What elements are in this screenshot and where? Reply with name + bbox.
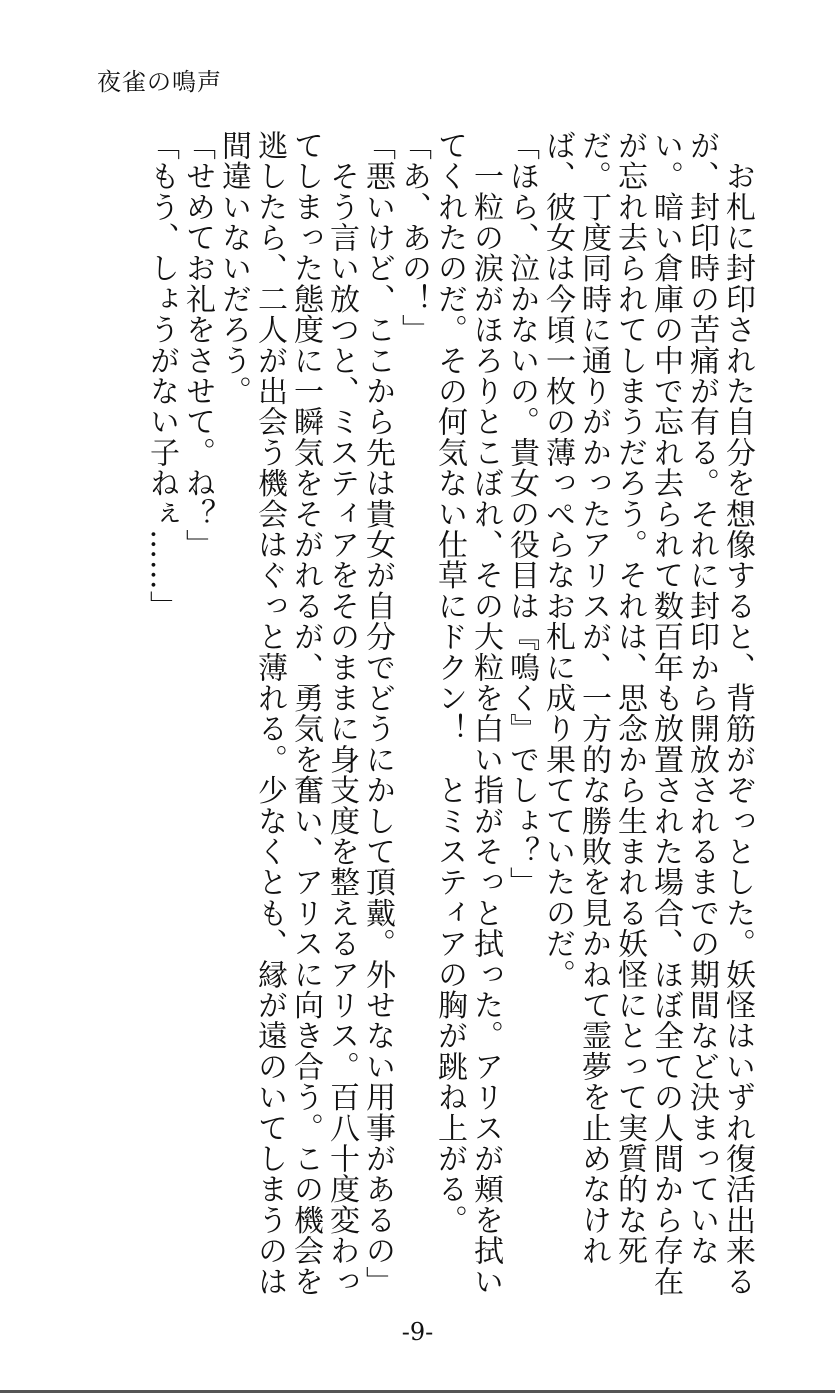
page-number: -9-	[401, 1318, 434, 1346]
paragraph-4: 「あ、あの！」	[396, 130, 431, 345]
running-head: 夜雀の鳴声	[97, 68, 222, 96]
body-text	[143, 130, 755, 1300]
paragraph-2: 「ほら、泣かないの。貴女の役目は『鳴く』でしょ？」	[504, 130, 539, 898]
paragraph-1: お札に封印された自分を想像すると、背筋がぞっとした。妖怪はいずれ復活出来るが、封印時の苦痛が有る。それに封印から開放されるまでの期間など決まっていない。暗い倉庫の中で忘れ去られて数百年も放置された場合、ほぼ全ての人間から存在が忘れ去られてしまうだろう。それは、思念から生まれる妖怪にとって実質的な死だ。丁度同時に通りがかったアリスが、一方的な勝敗を見かねて霊夢を止めなければ、彼女は今頃一枚の薄っぺらなお札に成り果てていたのだ。	[540, 130, 755, 1297]
paragraph-7: 「せめてお礼をさせて。ね？」	[180, 130, 215, 560]
paragraph-3: 一粒の涙がほろりとこぼれ、その大粒を白い指がそっと拭った。アリスが頬を拭いてくれたのだ。その何気ない仕草にドクン！ とミスティアの胸が跳ね上がる。	[432, 130, 503, 1297]
paragraph-5: 「悪いけど、ここから先は貴女が自分でどうにかして頂戴。外せない用事があるの」	[360, 130, 395, 1297]
paragraph-8: 「もう、しょうがない子ねぇ……」	[144, 130, 179, 622]
bottom-rule	[0, 1390, 835, 1393]
paragraph-6: そう言い放つと、ミスティアをそのままに身支度を整えるアリス。百八十度変わってしまった態度に一瞬気をそがれるが、勇気を奮い、アリスに向き合う。この機会を逃したら、二人が出会う機会はぐっと薄れる。少なくとも、縁が遠のいてしまうのは間違いないだろう。	[216, 130, 359, 1297]
